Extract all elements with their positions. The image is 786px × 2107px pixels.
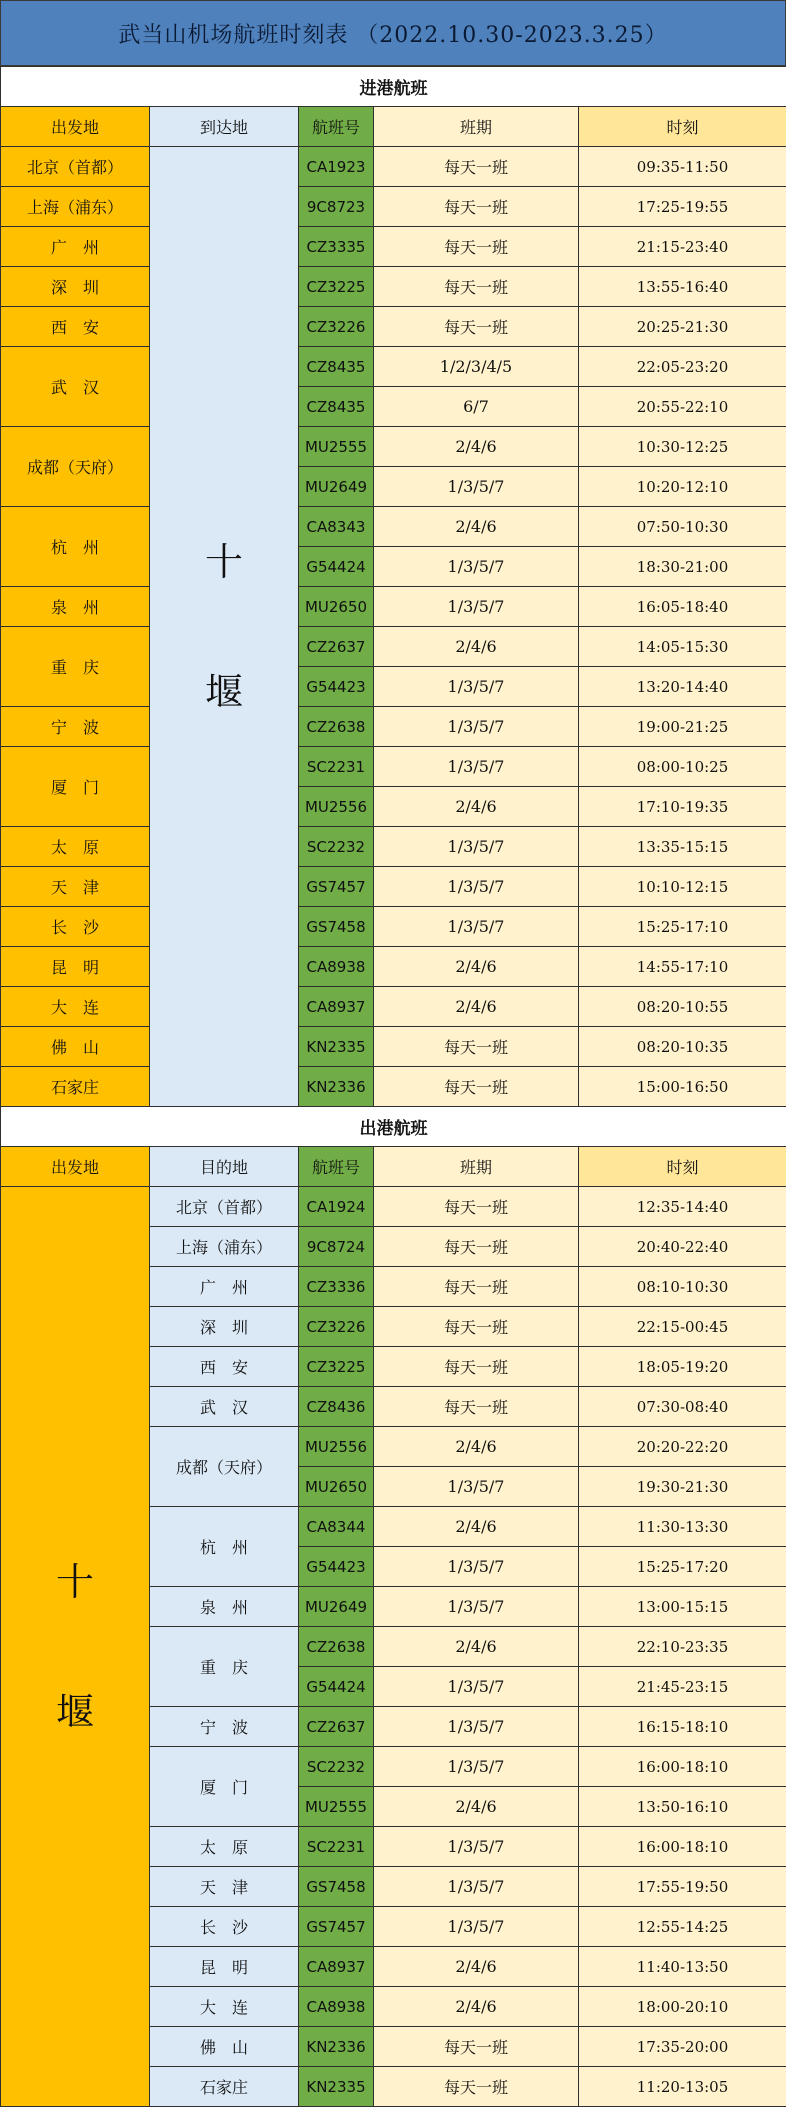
time-cell: 16:05-18:40 [579, 587, 786, 627]
time-cell: 18:30-21:00 [579, 547, 786, 587]
flight-cell: CZ3226 [299, 307, 374, 347]
destination-cell: 石家庄 [150, 2067, 299, 2107]
time-cell: 16:15-18:10 [579, 1707, 786, 1747]
schedule-table [0, 66, 786, 2107]
time-cell: 07:30-08:40 [579, 1387, 786, 1427]
time-cell: 15:25-17:10 [579, 907, 786, 947]
flight-cell: MU2556 [299, 1427, 374, 1467]
origin-cell: 天 津 [1, 867, 150, 907]
time-cell: 12:55-14:25 [579, 1907, 786, 1947]
table-row [1, 507, 786, 547]
flight-cell: G54423 [299, 667, 374, 707]
time-cell: 16:00-18:10 [579, 1827, 786, 1867]
schedule-cell: 2/4/6 [374, 1947, 579, 1987]
schedule-cell: 1/3/5/7 [374, 1867, 579, 1907]
time-cell: 17:10-19:35 [579, 787, 786, 827]
table-row [1, 747, 786, 787]
schedule-cell: 每天一班 [374, 307, 579, 347]
destination-cell: 广 州 [150, 1267, 299, 1307]
schedule-cell: 6/7 [374, 387, 579, 427]
flight-cell: CZ8436 [299, 1387, 374, 1427]
destination-cell: 宁 波 [150, 1707, 299, 1747]
table-row [1, 907, 786, 947]
time-cell: 22:10-23:35 [579, 1627, 786, 1667]
destination-cell: 西 安 [150, 1347, 299, 1387]
time-cell: 08:20-10:55 [579, 987, 786, 1027]
time-cell: 14:05-15:30 [579, 627, 786, 667]
schedule-cell: 1/3/5/7 [374, 1827, 579, 1867]
flight-cell: G54423 [299, 1547, 374, 1587]
schedule-cell: 1/3/5/7 [374, 1587, 579, 1627]
schedule-cell: 2/4/6 [374, 1987, 579, 2027]
schedule-cell: 1/3/5/7 [374, 707, 579, 747]
time-cell: 10:10-12:15 [579, 867, 786, 907]
flight-cell: CZ2637 [299, 627, 374, 667]
destination-cell: 昆 明 [150, 1947, 299, 1987]
time-cell: 18:00-20:10 [579, 1987, 786, 2027]
schedule-cell: 每天一班 [374, 1307, 579, 1347]
flight-cell: CA8343 [299, 507, 374, 547]
schedule-cell: 2/4/6 [374, 987, 579, 1027]
schedule-cell: 2/4/6 [374, 1787, 579, 1827]
destination-cell: 太 原 [150, 1827, 299, 1867]
flight-cell: CZ3336 [299, 1267, 374, 1307]
time-cell: 15:00-16:50 [579, 1067, 786, 1107]
header-dest: 到达地 [150, 107, 299, 147]
flight-cell: 9C8724 [299, 1227, 374, 1267]
destination-cell: 北京（首都） [150, 1187, 299, 1227]
time-cell: 08:10-10:30 [579, 1267, 786, 1307]
schedule-cell: 1/3/5/7 [374, 547, 579, 587]
destination-cell: 厦 门 [150, 1747, 299, 1827]
destination-cell: 成都（天府） [150, 1427, 299, 1507]
flight-cell: MU2650 [299, 587, 374, 627]
flight-cell: MU2556 [299, 787, 374, 827]
flight-cell: CA8937 [299, 987, 374, 1027]
time-cell: 12:35-14:40 [579, 1187, 786, 1227]
city-char: 堰 [150, 627, 298, 757]
time-cell: 16:00-18:10 [579, 1747, 786, 1787]
header-time: 时刻 [579, 1147, 786, 1187]
origin-cell: 成都（天府） [1, 427, 150, 507]
time-cell: 11:40-13:50 [579, 1947, 786, 1987]
flight-cell: CZ2638 [299, 1627, 374, 1667]
schedule-cell: 2/4/6 [374, 427, 579, 467]
time-cell: 21:15-23:40 [579, 227, 786, 267]
destination-cell [150, 147, 299, 1107]
header-row [1, 107, 786, 147]
origin-cell: 杭 州 [1, 507, 150, 587]
flight-cell: G54424 [299, 547, 374, 587]
time-cell: 13:20-14:40 [579, 667, 786, 707]
header-dest: 目的地 [150, 1147, 299, 1187]
destination-cell: 重 庆 [150, 1627, 299, 1707]
destination-cell: 泉 州 [150, 1587, 299, 1627]
origin-cell [1, 1187, 150, 2107]
flight-cell: MU2650 [299, 1467, 374, 1507]
time-cell: 20:40-22:40 [579, 1227, 786, 1267]
flight-cell: CZ3335 [299, 227, 374, 267]
flight-cell: MU2555 [299, 1787, 374, 1827]
time-cell: 09:35-11:50 [579, 147, 786, 187]
schedule-cell: 1/3/5/7 [374, 1667, 579, 1707]
schedule-cell: 每天一班 [374, 187, 579, 227]
table-row [1, 1187, 786, 1227]
header-origin: 出发地 [1, 1147, 150, 1187]
schedule-cell: 1/3/5/7 [374, 747, 579, 787]
schedule-cell: 1/2/3/4/5 [374, 347, 579, 387]
flight-cell: GS7457 [299, 867, 374, 907]
schedule-cell: 1/3/5/7 [374, 1747, 579, 1787]
schedule-cell: 2/4/6 [374, 1427, 579, 1467]
time-cell: 13:50-16:10 [579, 1787, 786, 1827]
time-cell: 07:50-10:30 [579, 507, 786, 547]
schedule-cell: 2/4/6 [374, 627, 579, 667]
time-cell: 19:00-21:25 [579, 707, 786, 747]
time-cell: 17:25-19:55 [579, 187, 786, 227]
schedule-cell: 1/3/5/7 [374, 467, 579, 507]
schedule-cell: 每天一班 [374, 1067, 579, 1107]
flight-cell: SC2231 [299, 1827, 374, 1867]
schedule-cell: 2/4/6 [374, 1627, 579, 1667]
flight-cell: SC2232 [299, 1747, 374, 1787]
section-row [1, 67, 786, 107]
section-row [1, 1107, 786, 1147]
flight-cell: CZ3225 [299, 1347, 374, 1387]
time-cell: 13:00-15:15 [579, 1587, 786, 1627]
schedule-cell: 每天一班 [374, 1027, 579, 1067]
origin-cell: 泉 州 [1, 587, 150, 627]
flight-cell: CA1924 [299, 1187, 374, 1227]
flight-cell: CA8938 [299, 947, 374, 987]
time-cell: 18:05-19:20 [579, 1347, 786, 1387]
time-cell: 22:15-00:45 [579, 1307, 786, 1347]
flight-cell: MU2649 [299, 467, 374, 507]
time-cell: 20:55-22:10 [579, 387, 786, 427]
schedule-cell: 1/3/5/7 [374, 1707, 579, 1747]
destination-cell: 天 津 [150, 1867, 299, 1907]
schedule-cell: 每天一班 [374, 2027, 579, 2067]
flight-cell: CA1923 [299, 147, 374, 187]
table-row [1, 947, 786, 987]
flight-cell: KN2335 [299, 1027, 374, 1067]
flight-cell: CZ2637 [299, 1707, 374, 1747]
schedule-cell: 每天一班 [374, 1187, 579, 1227]
flight-cell: KN2335 [299, 2067, 374, 2107]
schedule-cell: 每天一班 [374, 267, 579, 307]
schedule-cell: 1/3/5/7 [374, 867, 579, 907]
table-row [1, 987, 786, 1027]
table-row [1, 307, 786, 347]
destination-cell: 大 连 [150, 1987, 299, 2027]
flight-cell: MU2649 [299, 1587, 374, 1627]
schedule-cell: 2/4/6 [374, 1507, 579, 1547]
table-row [1, 707, 786, 747]
city-char: 十 [1, 1517, 149, 1647]
schedule-cell: 每天一班 [374, 1387, 579, 1427]
header-schedule: 班期 [374, 107, 579, 147]
schedule-cell: 2/4/6 [374, 787, 579, 827]
header-flight: 航班号 [299, 1147, 374, 1187]
origin-cell: 宁 波 [1, 707, 150, 747]
page-title: 武当山机场航班时刻表 （2022.10.30-2023.3.25） [0, 0, 786, 66]
table-row [1, 627, 786, 667]
time-cell: 17:35-20:00 [579, 2027, 786, 2067]
header-time: 时刻 [579, 107, 786, 147]
header-flight: 航班号 [299, 107, 374, 147]
schedule-cell: 每天一班 [374, 1267, 579, 1307]
time-cell: 08:20-10:35 [579, 1027, 786, 1067]
origin-cell: 武 汉 [1, 347, 150, 427]
flight-cell: CA8938 [299, 1987, 374, 2027]
destination-cell: 武 汉 [150, 1387, 299, 1427]
section-title: 进港航班 [1, 67, 786, 107]
origin-cell: 佛 山 [1, 1027, 150, 1067]
flight-cell: GS7458 [299, 1867, 374, 1907]
flight-cell: G54424 [299, 1667, 374, 1707]
origin-cell: 深 圳 [1, 267, 150, 307]
schedule-cell: 1/3/5/7 [374, 827, 579, 867]
time-cell: 20:25-21:30 [579, 307, 786, 347]
city-char: 十 [150, 497, 298, 627]
time-cell: 21:45-23:15 [579, 1667, 786, 1707]
origin-cell: 厦 门 [1, 747, 150, 827]
destination-cell: 杭 州 [150, 1507, 299, 1587]
header-schedule: 班期 [374, 1147, 579, 1187]
flight-cell: CA8344 [299, 1507, 374, 1547]
table-row [1, 1067, 786, 1107]
table-row [1, 427, 786, 467]
origin-cell: 太 原 [1, 827, 150, 867]
time-cell: 15:25-17:20 [579, 1547, 786, 1587]
schedule-cell: 1/3/5/7 [374, 1467, 579, 1507]
schedule-cell: 2/4/6 [374, 507, 579, 547]
flight-cell: KN2336 [299, 1067, 374, 1107]
schedule-cell: 每天一班 [374, 2067, 579, 2107]
origin-cell: 西 安 [1, 307, 150, 347]
origin-cell: 重 庆 [1, 627, 150, 707]
destination-cell: 上海（浦东） [150, 1227, 299, 1267]
origin-cell: 广 州 [1, 227, 150, 267]
flight-cell: GS7457 [299, 1907, 374, 1947]
table-row [1, 187, 786, 227]
flight-cell: KN2336 [299, 2027, 374, 2067]
schedule-cell: 1/3/5/7 [374, 587, 579, 627]
destination-cell: 佛 山 [150, 2027, 299, 2067]
flight-cell: CA8937 [299, 1947, 374, 1987]
schedule-cell: 1/3/5/7 [374, 667, 579, 707]
time-cell: 11:30-13:30 [579, 1507, 786, 1547]
flight-cell: SC2232 [299, 827, 374, 867]
table-row [1, 227, 786, 267]
time-cell: 19:30-21:30 [579, 1467, 786, 1507]
schedule-cell: 1/3/5/7 [374, 907, 579, 947]
city-char: 堰 [1, 1647, 149, 1777]
schedule-cell: 每天一班 [374, 227, 579, 267]
time-cell: 08:00-10:25 [579, 747, 786, 787]
schedule-cell: 2/4/6 [374, 947, 579, 987]
table-row [1, 147, 786, 187]
origin-cell: 上海（浦东） [1, 187, 150, 227]
schedule-cell: 每天一班 [374, 1227, 579, 1267]
table-row [1, 1027, 786, 1067]
time-cell: 10:20-12:10 [579, 467, 786, 507]
schedule-cell: 每天一班 [374, 147, 579, 187]
table-row [1, 347, 786, 387]
time-cell: 20:20-22:20 [579, 1427, 786, 1467]
time-cell: 17:55-19:50 [579, 1867, 786, 1907]
section-title: 出港航班 [1, 1107, 786, 1147]
time-cell: 11:20-13:05 [579, 2067, 786, 2107]
destination-cell: 长 沙 [150, 1907, 299, 1947]
flight-cell: MU2555 [299, 427, 374, 467]
table-row [1, 827, 786, 867]
header-origin: 出发地 [1, 107, 150, 147]
flight-cell: SC2231 [299, 747, 374, 787]
schedule-cell: 每天一班 [374, 1347, 579, 1387]
destination-cell: 深 圳 [150, 1307, 299, 1347]
schedule-cell: 1/3/5/7 [374, 1907, 579, 1947]
flight-cell: CZ2638 [299, 707, 374, 747]
origin-cell: 石家庄 [1, 1067, 150, 1107]
time-cell: 14:55-17:10 [579, 947, 786, 987]
time-cell: 13:55-16:40 [579, 267, 786, 307]
time-cell: 13:35-15:15 [579, 827, 786, 867]
flight-cell: GS7458 [299, 907, 374, 947]
origin-cell: 北京（首都） [1, 147, 150, 187]
table-row [1, 587, 786, 627]
flight-cell: 9C8723 [299, 187, 374, 227]
schedule-cell: 1/3/5/7 [374, 1547, 579, 1587]
flight-cell: CZ8435 [299, 387, 374, 427]
flight-cell: CZ8435 [299, 347, 374, 387]
flight-cell: CZ3226 [299, 1307, 374, 1347]
origin-cell: 长 沙 [1, 907, 150, 947]
origin-cell: 昆 明 [1, 947, 150, 987]
origin-cell: 大 连 [1, 987, 150, 1027]
time-cell: 10:30-12:25 [579, 427, 786, 467]
time-cell: 22:05-23:20 [579, 347, 786, 387]
header-row [1, 1147, 786, 1187]
flight-cell: CZ3225 [299, 267, 374, 307]
table-row [1, 867, 786, 907]
table-row [1, 267, 786, 307]
